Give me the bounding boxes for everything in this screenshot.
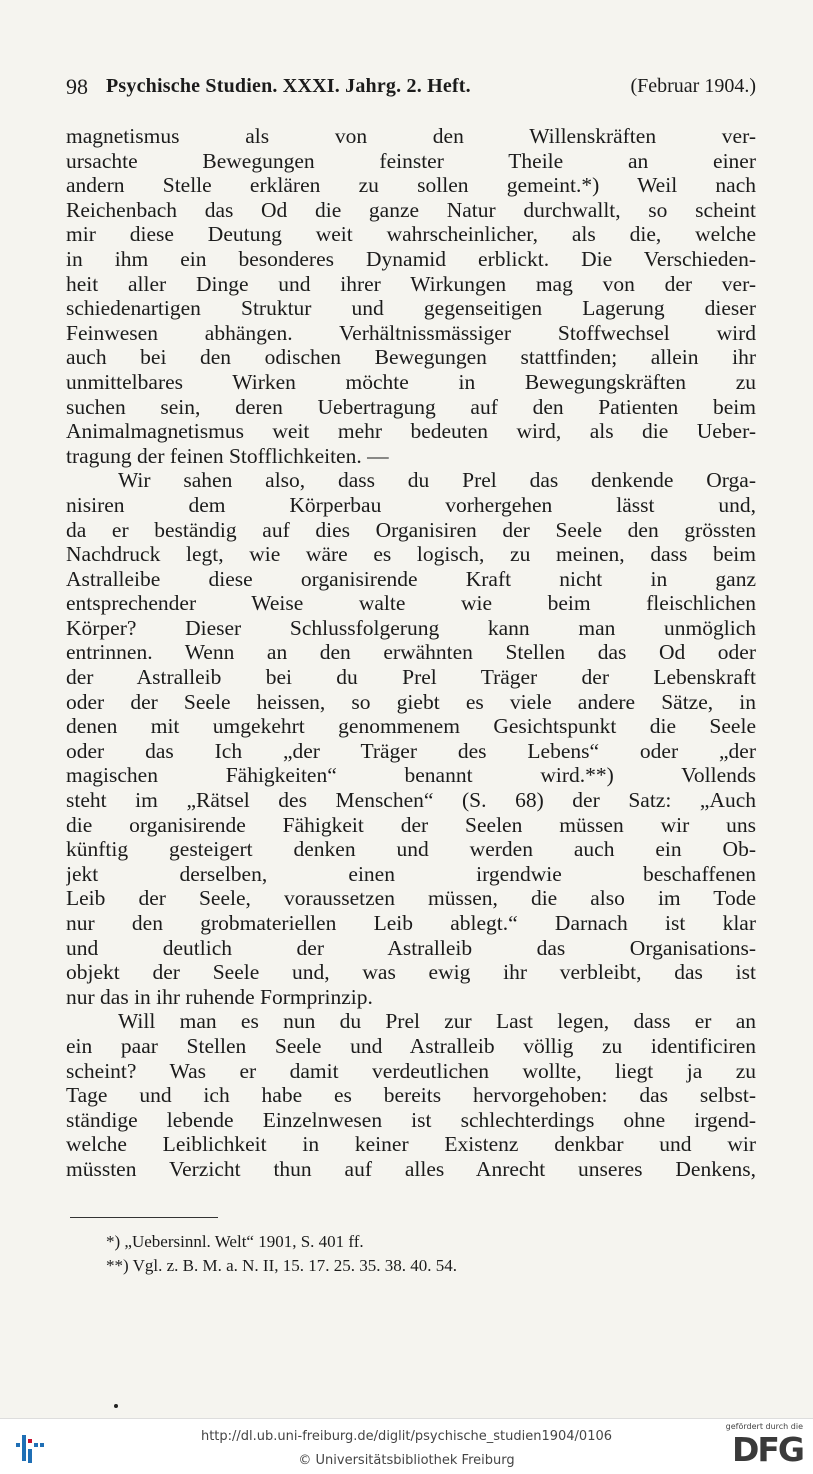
running-header bbox=[66, 74, 756, 104]
text-line: andern Stelle erklären zu sollen gemeint.*) Weil nach bbox=[66, 173, 756, 198]
text-line: Astralleibe diese organisirende Kraft nicht in ganz bbox=[66, 566, 756, 591]
text-line: oder das Ich „der Träger des Lebens“ oder „der bbox=[66, 738, 756, 763]
footnote-1: *) „Uebersinnl. Welt“ 1901, S. 401 ff. bbox=[106, 1232, 364, 1251]
text-line: welche Leiblichkeit in keiner Existenz denkbar und wir bbox=[66, 1132, 756, 1157]
library-logo-icon bbox=[8, 1425, 52, 1469]
text-line: suchen sein, deren Uebertragung auf den Patienten beim bbox=[66, 394, 756, 419]
text-line: künftig gesteigert denken und werden auch ein Ob- bbox=[66, 837, 756, 862]
text-line: magischen Fähigkeiten“ benannt wird.**) Vollends bbox=[66, 763, 756, 788]
footnote-divider bbox=[70, 1217, 218, 1218]
dfg-logo-icon: DFG bbox=[731, 1430, 803, 1469]
text-line: Animalmagnetismus weit mehr bedeuten wird, als die Ueber- bbox=[66, 419, 756, 444]
text-line: unmittelbares Wirken möchte in Bewegungskräften zu bbox=[66, 369, 756, 394]
text-line: objekt der Seele und, was ewig ihr verbleibt, das ist bbox=[66, 960, 756, 985]
text-line: Körper? Dieser Schlussfolgerung kann man unmöglich bbox=[66, 615, 756, 640]
text-line: magnetismus als von den Willenskräften ver- bbox=[66, 124, 756, 148]
text-line: Leib der Seele, voraussetzen müssen, die also im Tode bbox=[66, 886, 756, 911]
text-line: ein paar Stellen Seele und Astralleib völlig zu identificiren bbox=[66, 1033, 756, 1058]
text-line: Wir sahen also, dass du Prel das denkende Orga- bbox=[118, 468, 756, 493]
text-line: Tage und ich habe es bereits hervorgehoben: das selbst- bbox=[66, 1083, 756, 1108]
text-line: entrinnen. Wenn an den erwähnten Stellen das Od oder bbox=[66, 640, 756, 665]
running-title: Psychische Studien. XXXI. Jahrg. 2. Heft. bbox=[106, 75, 471, 97]
footnotes bbox=[106, 1230, 626, 1278]
text-line: denen mit umgekehrt genommenem Gesichtspunkt die Seele bbox=[66, 714, 756, 739]
text-line: Nachdruck legt, wie wäre es logisch, zu meinen, dass beim bbox=[66, 542, 756, 567]
text-line: jekt derselben, einen irgendwie beschaffenen bbox=[66, 861, 756, 886]
dfg-caption: gefördert durch die bbox=[725, 1422, 803, 1431]
text-line: Will man es nun du Prel zur Last legen, dass er an bbox=[118, 1009, 756, 1034]
text-line: der Astralleib bei du Prel Träger der Lebenskraft bbox=[66, 665, 756, 690]
copyright-notice: © Universitätsbibliothek Freiburg bbox=[298, 1453, 515, 1468]
text-line: entsprechender Weise walte wie beim fleischlichen bbox=[66, 591, 756, 616]
permalink-url[interactable]: http://dl.ub.uni-freiburg.de/diglit/psychische_studien1904/0106 bbox=[200, 1429, 613, 1444]
text-line: heit aller Dinge und ihrer Wirkungen mag von der ver- bbox=[66, 271, 756, 296]
stray-mark bbox=[114, 1404, 118, 1408]
text-line: ursachte Bewegungen feinster Theile an einer bbox=[66, 148, 756, 173]
text-line: nisiren dem Körperbau vorhergehen lässt und, bbox=[66, 492, 756, 517]
text-line: tragung der feinen Stofflichkeiten. — bbox=[66, 443, 389, 468]
text-line: und deutlich der Astralleib das Organisations- bbox=[66, 935, 756, 960]
text-line: ständige lebende Einzelnwesen ist schlechterdings ohne irgend- bbox=[66, 1107, 756, 1132]
viewer-footer bbox=[0, 1418, 813, 1474]
text-line: mir diese Deutung weit wahrscheinlicher, als die, welche bbox=[66, 222, 756, 247]
text-line: schiedenartigen Struktur und gegenseitigen Lagerung dieser bbox=[66, 296, 756, 321]
body-text bbox=[66, 124, 756, 1182]
text-line: die organisirende Fähigkeit der Seelen müssen wir uns bbox=[66, 812, 756, 837]
text-line: scheint? Was er damit verdeutlichen wollte, liegt ja zu bbox=[66, 1058, 756, 1083]
text-line: auch bei den odischen Bewegungen stattfinden; allein ihr bbox=[66, 345, 756, 370]
text-line: nur das in ihr ruhende Formprinzip. bbox=[66, 984, 373, 1009]
page-number: 98 bbox=[66, 74, 88, 99]
text-line: da er beständig auf dies Organisiren der Seele den grössten bbox=[66, 517, 756, 542]
text-line: oder der Seele heissen, so giebt es viele andere Sätze, in bbox=[66, 689, 756, 714]
text-line: in ihm ein besonderes Dynamid erblickt. Die Verschieden- bbox=[66, 246, 756, 271]
text-line: steht im „Rätsel des Menschen“ (S. 68) der Satz: „Auch bbox=[66, 788, 756, 813]
footnote-2: **) Vgl. z. B. M. a. N. II, 15. 17. 25. 35. 38. 40. 54. bbox=[106, 1256, 457, 1275]
text-line: nur den grobmateriellen Leib ablegt.“ Darnach ist klar bbox=[66, 911, 756, 935]
text-line: müssten Verzicht thun auf alles Anrecht unseres Denkens, bbox=[66, 1156, 756, 1181]
issue-date: (Februar 1904.) bbox=[630, 75, 756, 97]
text-line: Feinwesen abhängen. Verhältnissmässiger Stoffwechsel wird bbox=[66, 320, 756, 345]
text-line: Reichenbach das Od die ganze Natur durchwallt, so scheint bbox=[66, 197, 756, 222]
